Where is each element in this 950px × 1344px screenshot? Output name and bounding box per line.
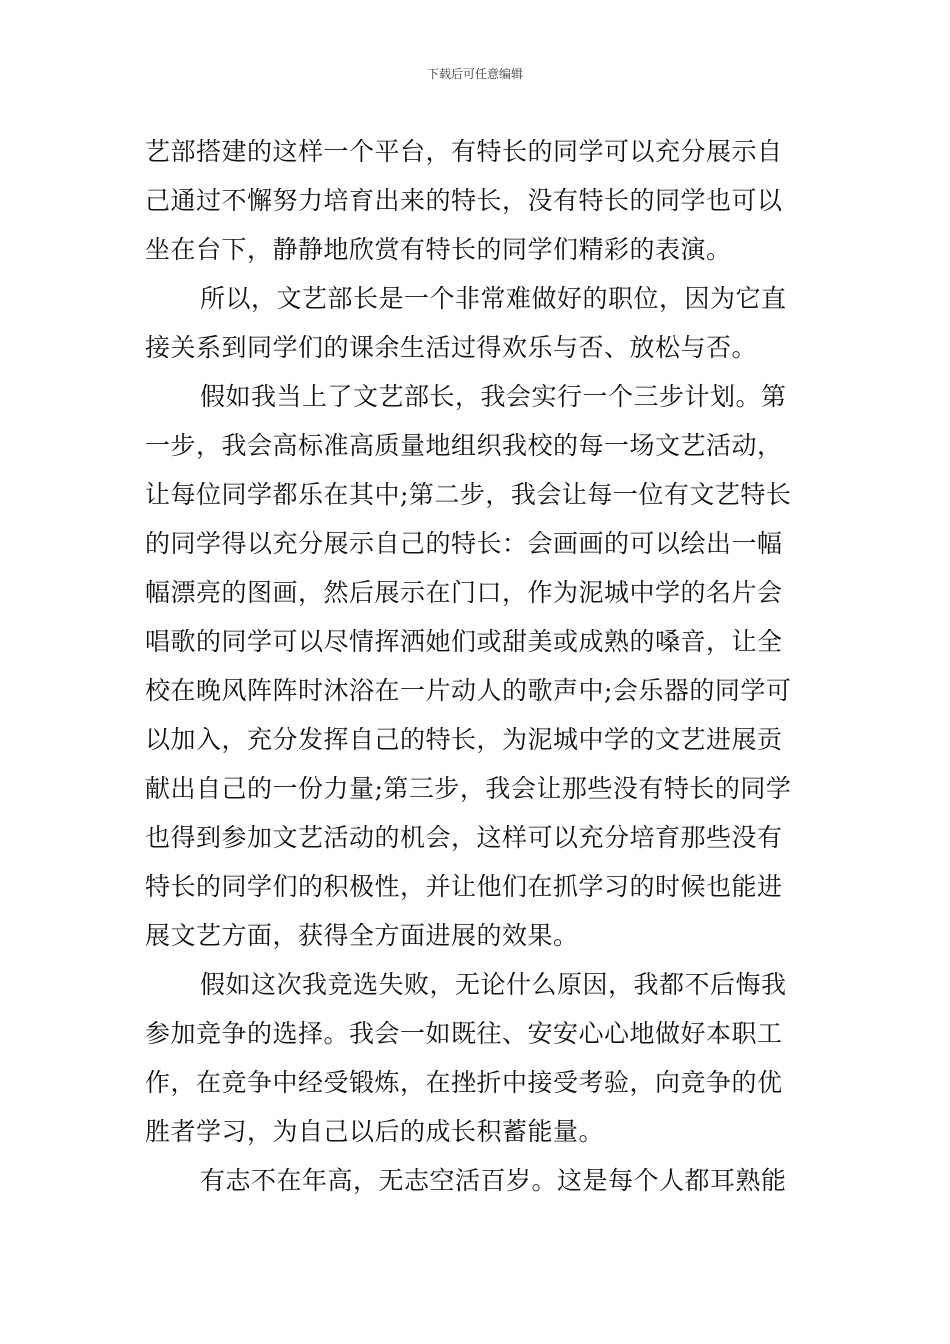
text-line: 展文艺方面，获得全方面进展的效果。: [145, 921, 579, 950]
text-line: 艺部搭建的这样一个平台，有特长的同学可以充分展示自: [145, 137, 783, 166]
text-line: 让每位同学都乐在其中;第二步，我会让每一位有文艺特长: [145, 480, 792, 509]
text-line: 假如我当上了文艺部长，我会实行一个三步计划。第: [200, 382, 787, 411]
text-line: 献出自己的一份力量;第三步，我会让那些没有特长的同学: [145, 774, 792, 803]
text-line: 假如这次我竞选失败，无论什么原因，我都不后悔我: [200, 970, 787, 999]
text-line: 参加竞争的选择。我会一如既往、安安心心地做好本职工: [145, 1019, 783, 1048]
text-line: 胜者学习，为自己以后的成长积蓄能量。: [145, 1117, 605, 1146]
text-line: 一步，我会高标准高质量地组织我校的每一场文艺活动，: [145, 431, 783, 460]
text-line: 所以，文艺部长是一个非常难做好的职位，因为它直: [200, 284, 787, 313]
text-line: 幅漂亮的图画，然后展示在门口，作为泥城中学的名片会: [145, 578, 783, 607]
text-line: 的同学得以充分展示自己的特长：会画画的可以绘出一幅: [145, 529, 783, 558]
text-line: 唱歌的同学可以尽情挥洒她们或甜美或成熟的嗓音，让全: [145, 627, 783, 656]
text-line: 作，在竞争中经受锻炼，在挫折中接受考验，向竞争的优: [145, 1068, 783, 1097]
text-line: 接关系到同学们的课余生活过得欢乐与否、放松与否。: [145, 333, 758, 362]
text-line: 坐在台下，静静地欣赏有特长的同学们精彩的表演。: [145, 235, 732, 264]
text-line: 己通过不懈努力培育出来的特长，没有特长的同学也可以: [145, 186, 783, 215]
text-line: 也得到参加文艺活动的机会，这样可以充分培育那些没有: [145, 823, 783, 852]
text-line: 校在晚风阵阵时沐浴在一片动人的歌声中;会乐器的同学可: [145, 676, 792, 705]
text-line: 特长的同学们的积极性，并让他们在抓学习的时候也能进: [145, 872, 783, 901]
text-line: 以加入，充分发挥自己的特长，为泥城中学的文艺进展贡: [145, 725, 783, 754]
text-line: 有志不在年高，无志空活百岁。这是每个人都耳熟能: [200, 1166, 787, 1195]
page-header: 下载后可任意编辑: [426, 67, 523, 81]
